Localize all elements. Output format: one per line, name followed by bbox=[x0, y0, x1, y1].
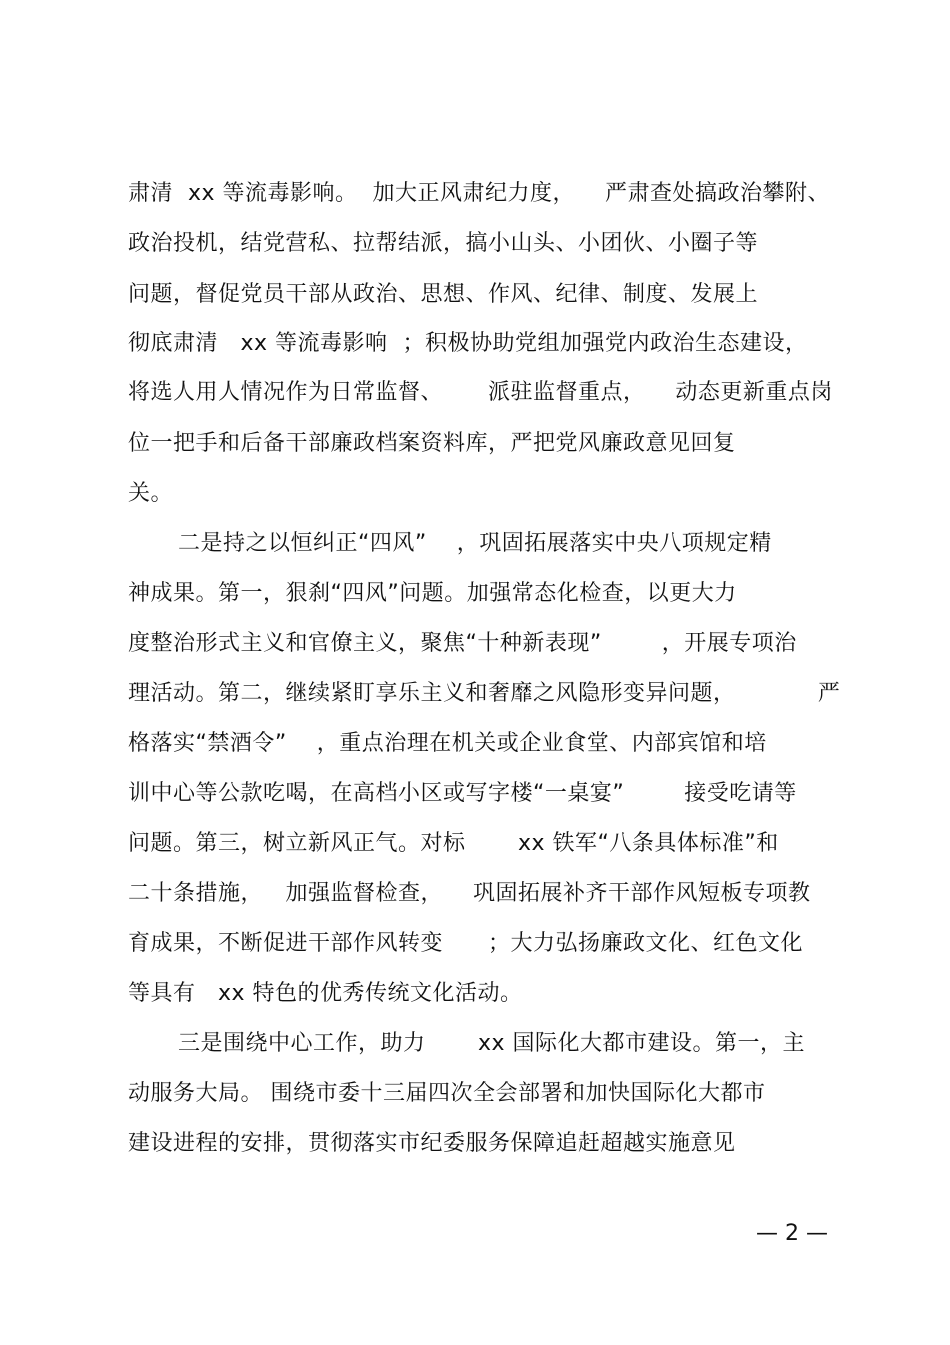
text-line: 肃清 xx 等流毒影响。 加大正风肃纪力度， 严肃查处搞政治攀附、 bbox=[128, 181, 830, 206]
text-line: 将选人用人情况作为日常监督、 派驻监督重点， 动态更新重点岗 bbox=[128, 380, 833, 405]
text-line: 问题。第三，树立新风正气。对标 xx 铁军“八条具体标准”和 bbox=[128, 831, 779, 856]
text-line: 位一把手和后备干部廉政档案资料库，严把党风廉政意见回复 bbox=[128, 431, 736, 456]
text-line: 彻底肃清 xx 等流毒影响 ；积极协助党组加强党内政治生态建设， bbox=[128, 331, 808, 356]
text-line: 育成果，不断促进干部作风转变 ；大力弘扬廉政文化、红色文化 bbox=[128, 931, 803, 956]
text-line: 动服务大局。 围绕市委十三届四次全会部署和加快国际化大都市 bbox=[128, 1081, 766, 1106]
text-line: 问题，督促党员干部从政治、思想、作风、纪律、制度、发展上 bbox=[128, 282, 759, 307]
text-line: 格落实“禁酒令” ，重点治理在机关或企业食堂、内部宾馆和培 bbox=[128, 731, 767, 756]
text-line: 建设进程的安排，贯彻落实市纪委服务保障追赶超越实施意见 bbox=[128, 1131, 736, 1156]
text-line: 等具有 xx 特色的优秀传统文化活动。 bbox=[128, 981, 523, 1006]
text-line: 政治投机，结党营私、拉帮结派，搞小山头、小团伙、小圈子等 bbox=[128, 231, 759, 256]
text-line: 二十条措施， 加强监督检查， 巩固拓展补齐干部作风短板专项教 bbox=[128, 881, 811, 906]
page-number: — 2 — bbox=[756, 1221, 828, 1246]
text-line: 关。 bbox=[128, 481, 174, 506]
text-line: 训中心等公款吃喝，在高档小区或写字楼“一桌宴” 接受吃请等 bbox=[128, 781, 797, 806]
paragraph-start-line: 三是围绕中心工作，助力 xx 国际化大都市建设。第一，主 bbox=[178, 1031, 805, 1056]
text-line: 神成果。第一，狠刹“四风”问题。加强常态化检查，以更大力 bbox=[128, 581, 737, 606]
paragraph-start-line: 二是持之以恒纠正“四风” ，巩固拓展落实中央八项规定精 bbox=[178, 531, 772, 556]
text-line: 度整治形式主义和官僚主义，聚焦“十种新表现” ，开展专项治 bbox=[128, 631, 797, 656]
text-line: 理活动。第二，继续紧盯享乐主义和奢靡之风隐形变异问题， 严 bbox=[128, 681, 841, 706]
